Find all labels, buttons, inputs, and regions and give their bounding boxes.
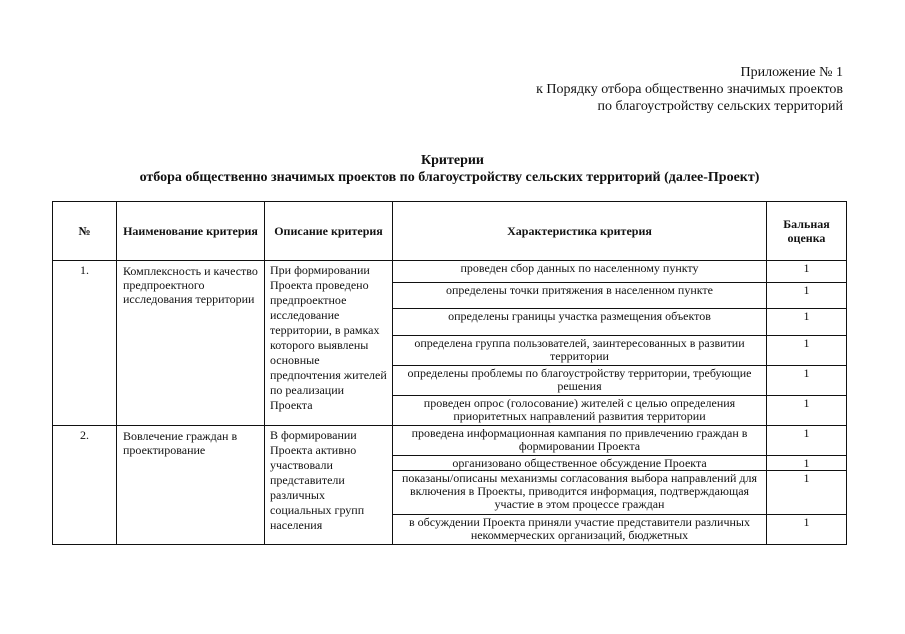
criterion-description: При формировании Проекта проведено предпроектное исследование территории, в рамках которого выявлены основные предпочтения жителей по реализации Проекта <box>265 261 393 426</box>
criterion-name: Вовлечение граждан в проектирование <box>117 426 265 545</box>
appendix-header <box>536 64 843 115</box>
title-line2: отбора общественно значимых проектов по благоустройству сельских территорий (далее-Проект) <box>139 170 760 185</box>
characteristic-cell: проведен сбор данных по населенному пункту <box>393 261 767 283</box>
score-cell: 1 <box>767 336 847 366</box>
header-num: № <box>53 202 117 261</box>
score-cell: 1 <box>767 261 847 283</box>
table-header-row <box>53 202 847 261</box>
header-score: Бальная оценка <box>767 202 847 261</box>
score-cell: 1 <box>767 396 847 426</box>
table-row <box>53 426 847 456</box>
score-cell: 1 <box>767 471 847 515</box>
criterion-description: В формировании Проекта активно участвовали представители различных социальных групп населения <box>265 426 393 545</box>
characteristic-cell: определены границы участка размещения объектов <box>393 309 767 336</box>
characteristic-cell: проведен опрос (голосование) жителей с целью определения приоритетных направлений развития территории <box>393 396 767 426</box>
characteristic-cell: организовано общественное обсуждение Проекта <box>393 456 767 471</box>
characteristic-cell: определена группа пользователей, заинтересованных в развитии территории <box>393 336 767 366</box>
header-desc: Описание критерия <box>265 202 393 261</box>
score-cell: 1 <box>767 366 847 396</box>
header-name: Наименование критерия <box>117 202 265 261</box>
criterion-number: 2. <box>53 426 117 545</box>
appendix-number: Приложение № 1 <box>740 65 843 80</box>
title-line1: Критерии <box>420 153 484 168</box>
characteristic-cell: определены проблемы по благоустройству территории, требующие решения <box>393 366 767 396</box>
characteristic-cell: в обсуждении Проекта приняли участие представители различных некоммерческих организаций, бюджетных <box>393 515 767 545</box>
criterion-number: 1. <box>53 261 117 426</box>
appendix-ref-line1: к Порядку отбора общественно значимых проектов <box>536 82 843 97</box>
characteristic-cell: определены точки притяжения в населенном пункте <box>393 283 767 309</box>
table-row <box>53 261 847 283</box>
document-title <box>0 152 905 186</box>
characteristic-cell: проведена информационная кампания по привлечению граждан в формировании Проекта <box>393 426 767 456</box>
appendix-ref-line2: по благоустройству сельских территорий <box>597 99 843 114</box>
score-cell: 1 <box>767 309 847 336</box>
header-char: Характеристика критерия <box>393 202 767 261</box>
score-cell: 1 <box>767 426 847 456</box>
score-cell: 1 <box>767 456 847 471</box>
score-cell: 1 <box>767 283 847 309</box>
criteria-table <box>52 201 847 545</box>
score-cell: 1 <box>767 515 847 545</box>
criterion-name: Комплексность и качество предпроектного исследования территории <box>117 261 265 426</box>
characteristic-cell: показаны/описаны механизмы согласования выбора направлений для включения в Проекты, приводится информация, подтверждающая участие в этом процессе граждан <box>393 471 767 515</box>
